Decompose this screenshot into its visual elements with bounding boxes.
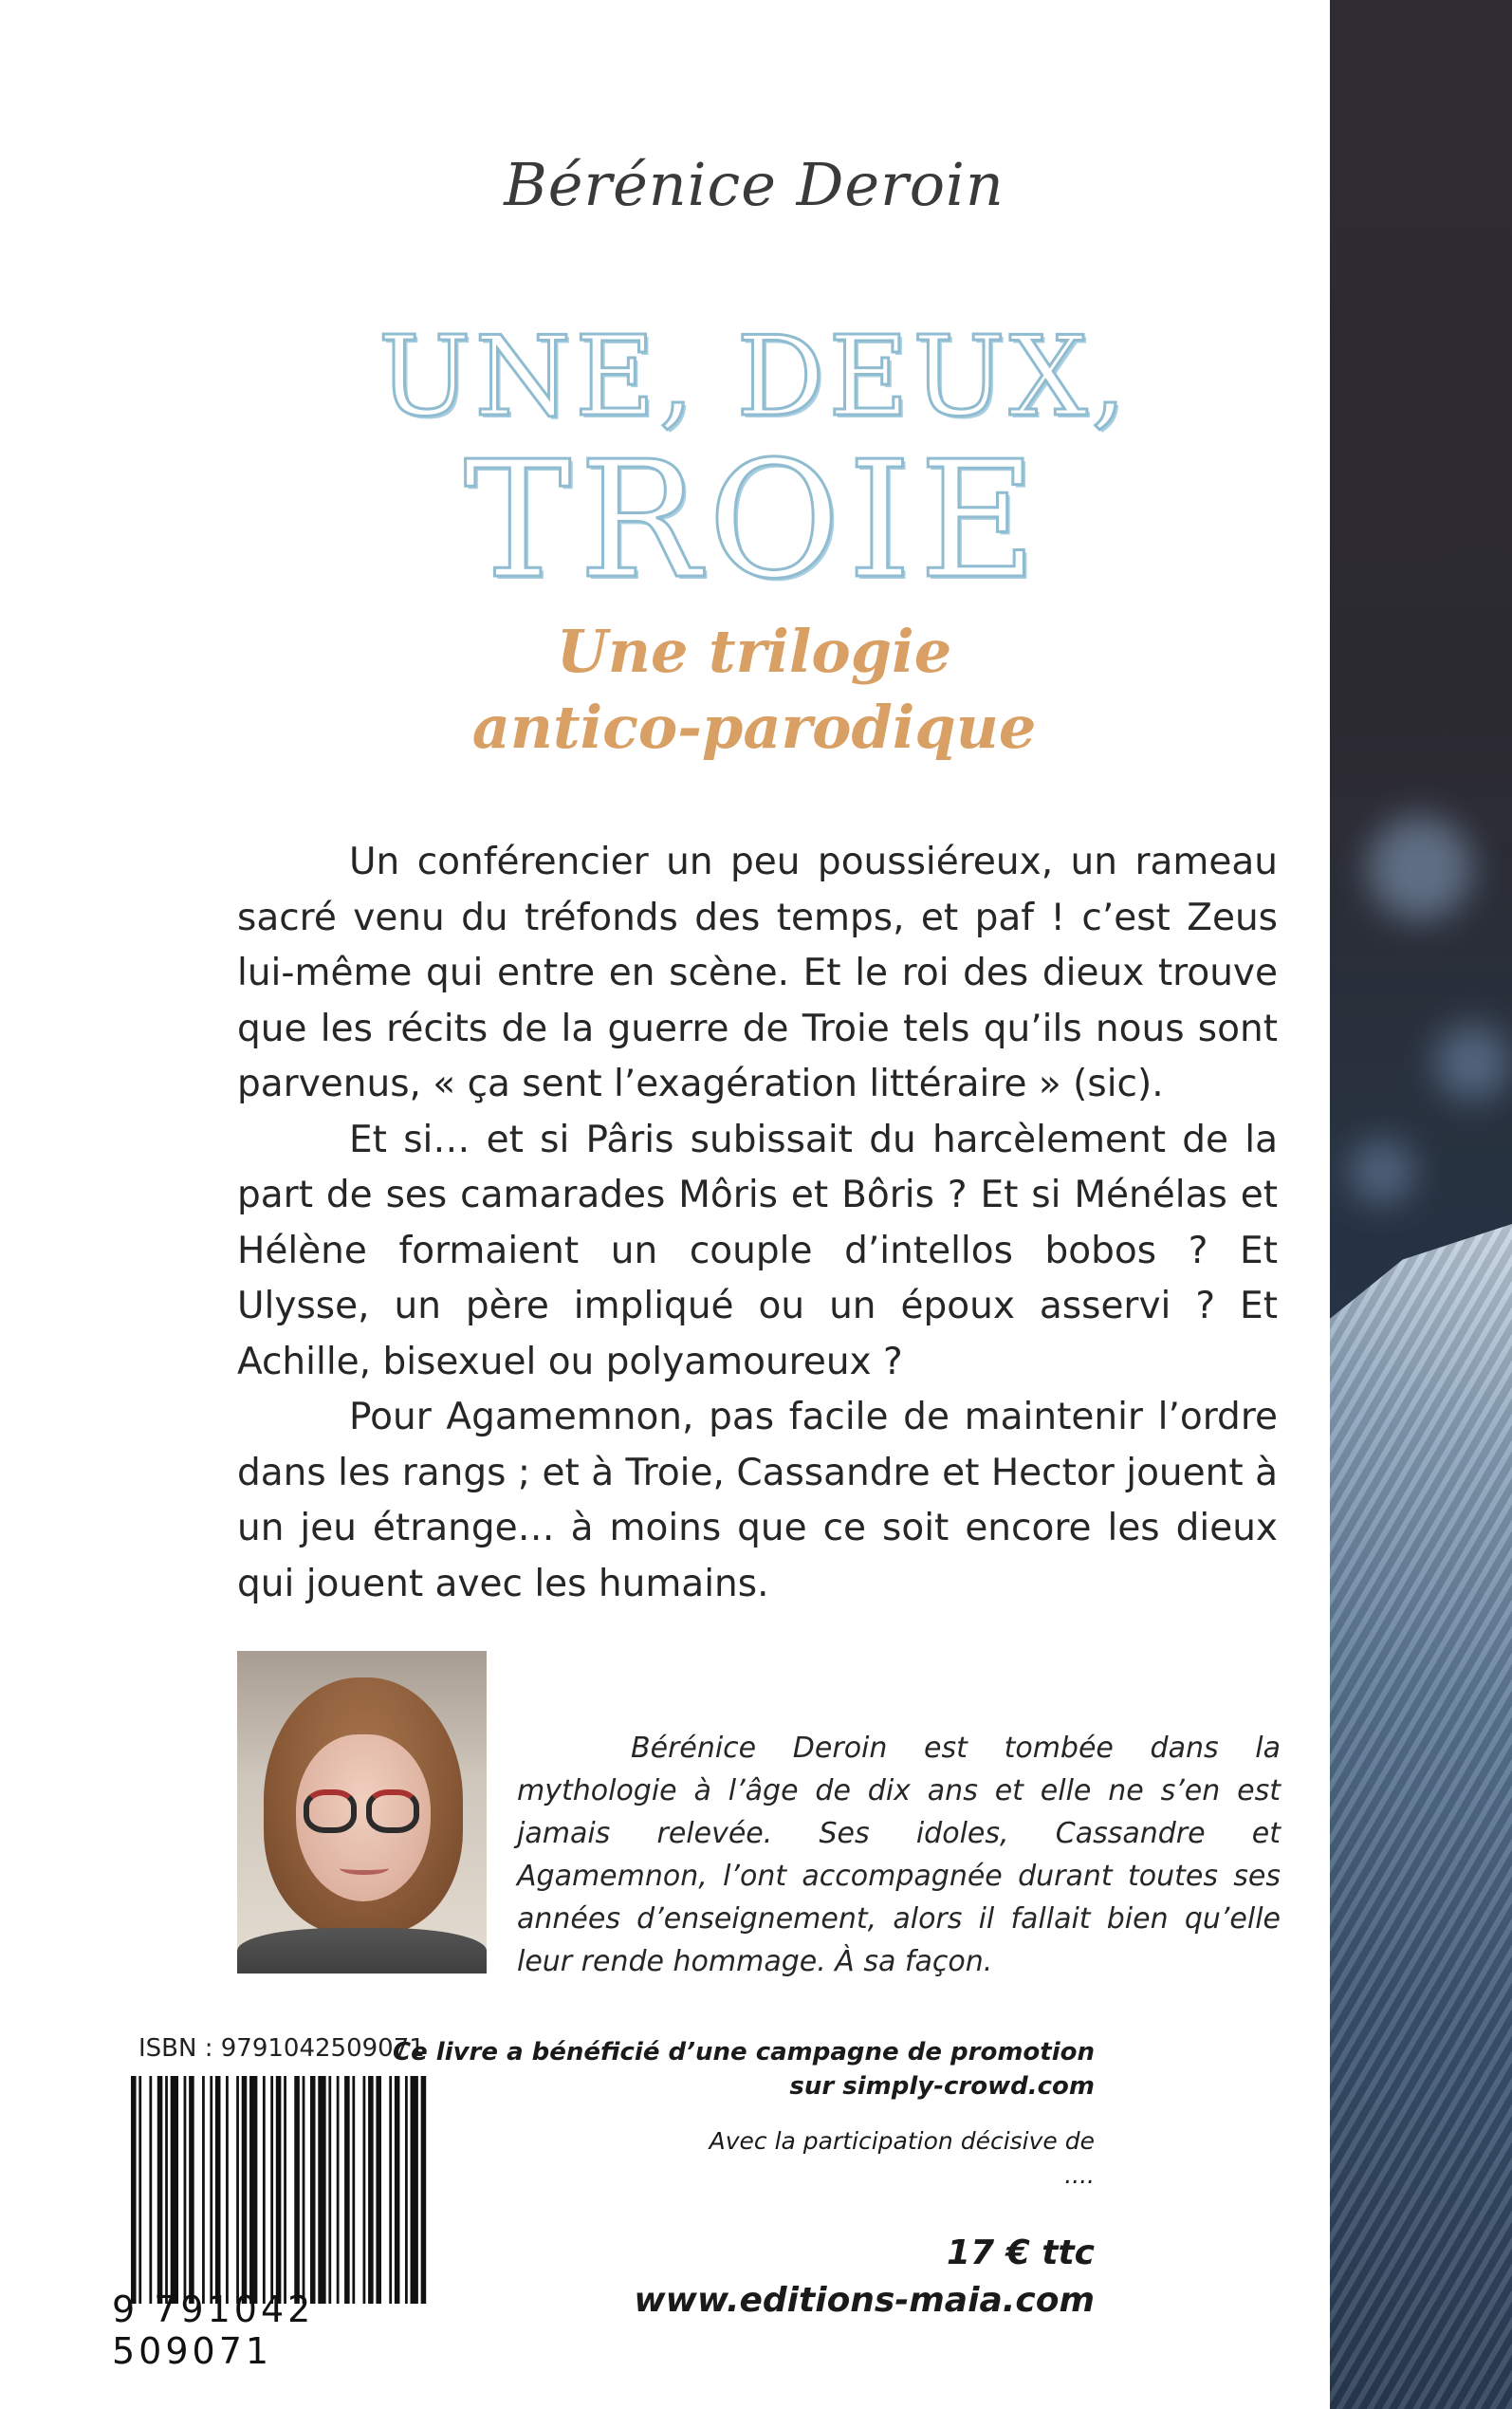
subtitle-line-1: Une trilogie: [556, 617, 952, 686]
barcode-bar: [236, 2076, 239, 2304]
promo-line-2: sur simply-crowd.com: [789, 2072, 1095, 2101]
barcode-bar: [184, 2076, 187, 2304]
barcode-bar: [344, 2076, 350, 2304]
author-photo: [237, 1651, 487, 1974]
barcode-bar: [389, 2076, 392, 2304]
author-photo-glasses: [366, 1789, 419, 1833]
barcode-bar: [131, 2076, 137, 2304]
book-title-line-2: TROIE: [463, 427, 1044, 615]
barcode-bar: [310, 2076, 316, 2304]
barcode-bar: [242, 2076, 248, 2304]
barcode-bar: [294, 2076, 300, 2304]
barcode: [131, 2076, 429, 2304]
promo-line-4: ....: [1064, 2161, 1095, 2189]
stone-texture: [1330, 1224, 1512, 2409]
isbn-label: ISBN : 9791042509071: [138, 2034, 425, 2063]
author-photo-glasses: [304, 1789, 357, 1833]
barcode-bar: [368, 2076, 374, 2304]
barcode-bar: [276, 2076, 282, 2304]
book-title-line-1: UNE, DEUX,: [378, 313, 1131, 441]
barcode-bar: [376, 2076, 381, 2304]
barcode-bar: [411, 2076, 418, 2304]
bokeh-light: [1349, 1139, 1415, 1205]
barcode-bar: [284, 2076, 286, 2304]
barcode-bar: [363, 2076, 366, 2304]
barcode-bar: [328, 2076, 331, 2304]
barcode-bar: [157, 2076, 163, 2304]
blurb-paragraph: Pour Agamemnon, pas facile de maintenir l’ordre dans les rangs ; et à Troie, Cassandre et Hector jouent à un jeu étrange… à moins que ce soit encore les dieux qui jouent avec les humains.: [237, 1396, 1278, 1605]
blurb-paragraph: Un conférencier un peu poussiéreux, un rameau sacré venu du tréfonds des temps, et paf ! c’est Zeus lui-même qui entre en scène. Et le roi des dieux trouve que les récits de la guerre de Troie tels qu’ils nous sont parvenus, « ça sent l’exagération littéraire » (sic).: [237, 841, 1278, 1105]
barcode-bar: [303, 2076, 305, 2304]
barcode-bar: [263, 2076, 266, 2304]
promo-line-3: Avec la participation décisive de: [709, 2127, 1095, 2155]
barcode-bar: [318, 2076, 325, 2304]
barcode-bar: [405, 2076, 408, 2304]
blurb: [237, 835, 1278, 1612]
spine-artwork: [1330, 0, 1512, 2409]
promo-line-1: Ce livre a bénéficié d’une campagne de promotion: [393, 2038, 1095, 2066]
publisher-website: www.editions-maia.com: [634, 2281, 1095, 2320]
barcode-bar: [165, 2076, 168, 2304]
barcode-bar: [171, 2076, 178, 2304]
barcode-bar: [395, 2076, 400, 2304]
barcode-bar: [202, 2076, 205, 2304]
blurb-paragraph: Et si… et si Pâris subissait du harcèlement de la part de ses camarades Môris et Bôris ? Et si Ménélas et Hélène formaient un couple d’intellos bobos ? Et Ulysse, un père impliqué ou un époux asservi ? Et Achille, bisexuel ou polyamoureux ?: [237, 1118, 1278, 1383]
barcode-bar: [226, 2076, 229, 2304]
barcode-digits: 9 791042 509071: [112, 2289, 315, 2372]
barcode-bar: [421, 2076, 427, 2304]
barcode-bars: [131, 2076, 429, 2304]
barcode-bar: [270, 2076, 273, 2304]
barcode-bar: [210, 2076, 212, 2304]
bokeh-light: [1368, 816, 1472, 920]
author-name: Bérénice Deroin: [504, 150, 1005, 219]
barcode-bar: [249, 2076, 257, 2304]
bokeh-light: [1434, 1025, 1510, 1101]
subtitle-line-2: antico-parodique: [471, 693, 1037, 762]
barcode-bar: [337, 2076, 340, 2304]
author-photo-shirt: [237, 1928, 487, 1974]
author-photo-mouth: [340, 1862, 389, 1875]
barcode-bar: [352, 2076, 355, 2304]
price: 17 € ttc: [947, 2233, 1095, 2272]
barcode-bar: [138, 2076, 141, 2304]
author-bio: Bérénice Deroin est tombée dans la mythologie à l’âge de dix ans et elle ne s’en est jamais relevée. Ses idoles, Cassandre et Agamemnon, l’ont accompagnée durant toutes ses années d’enseignement, alors il fallait bien qu’elle leur rende hommage. À sa façon.: [517, 1732, 1281, 1978]
barcode-bar: [215, 2076, 221, 2304]
barcode-bar: [189, 2076, 194, 2304]
barcode-bar: [149, 2076, 152, 2304]
